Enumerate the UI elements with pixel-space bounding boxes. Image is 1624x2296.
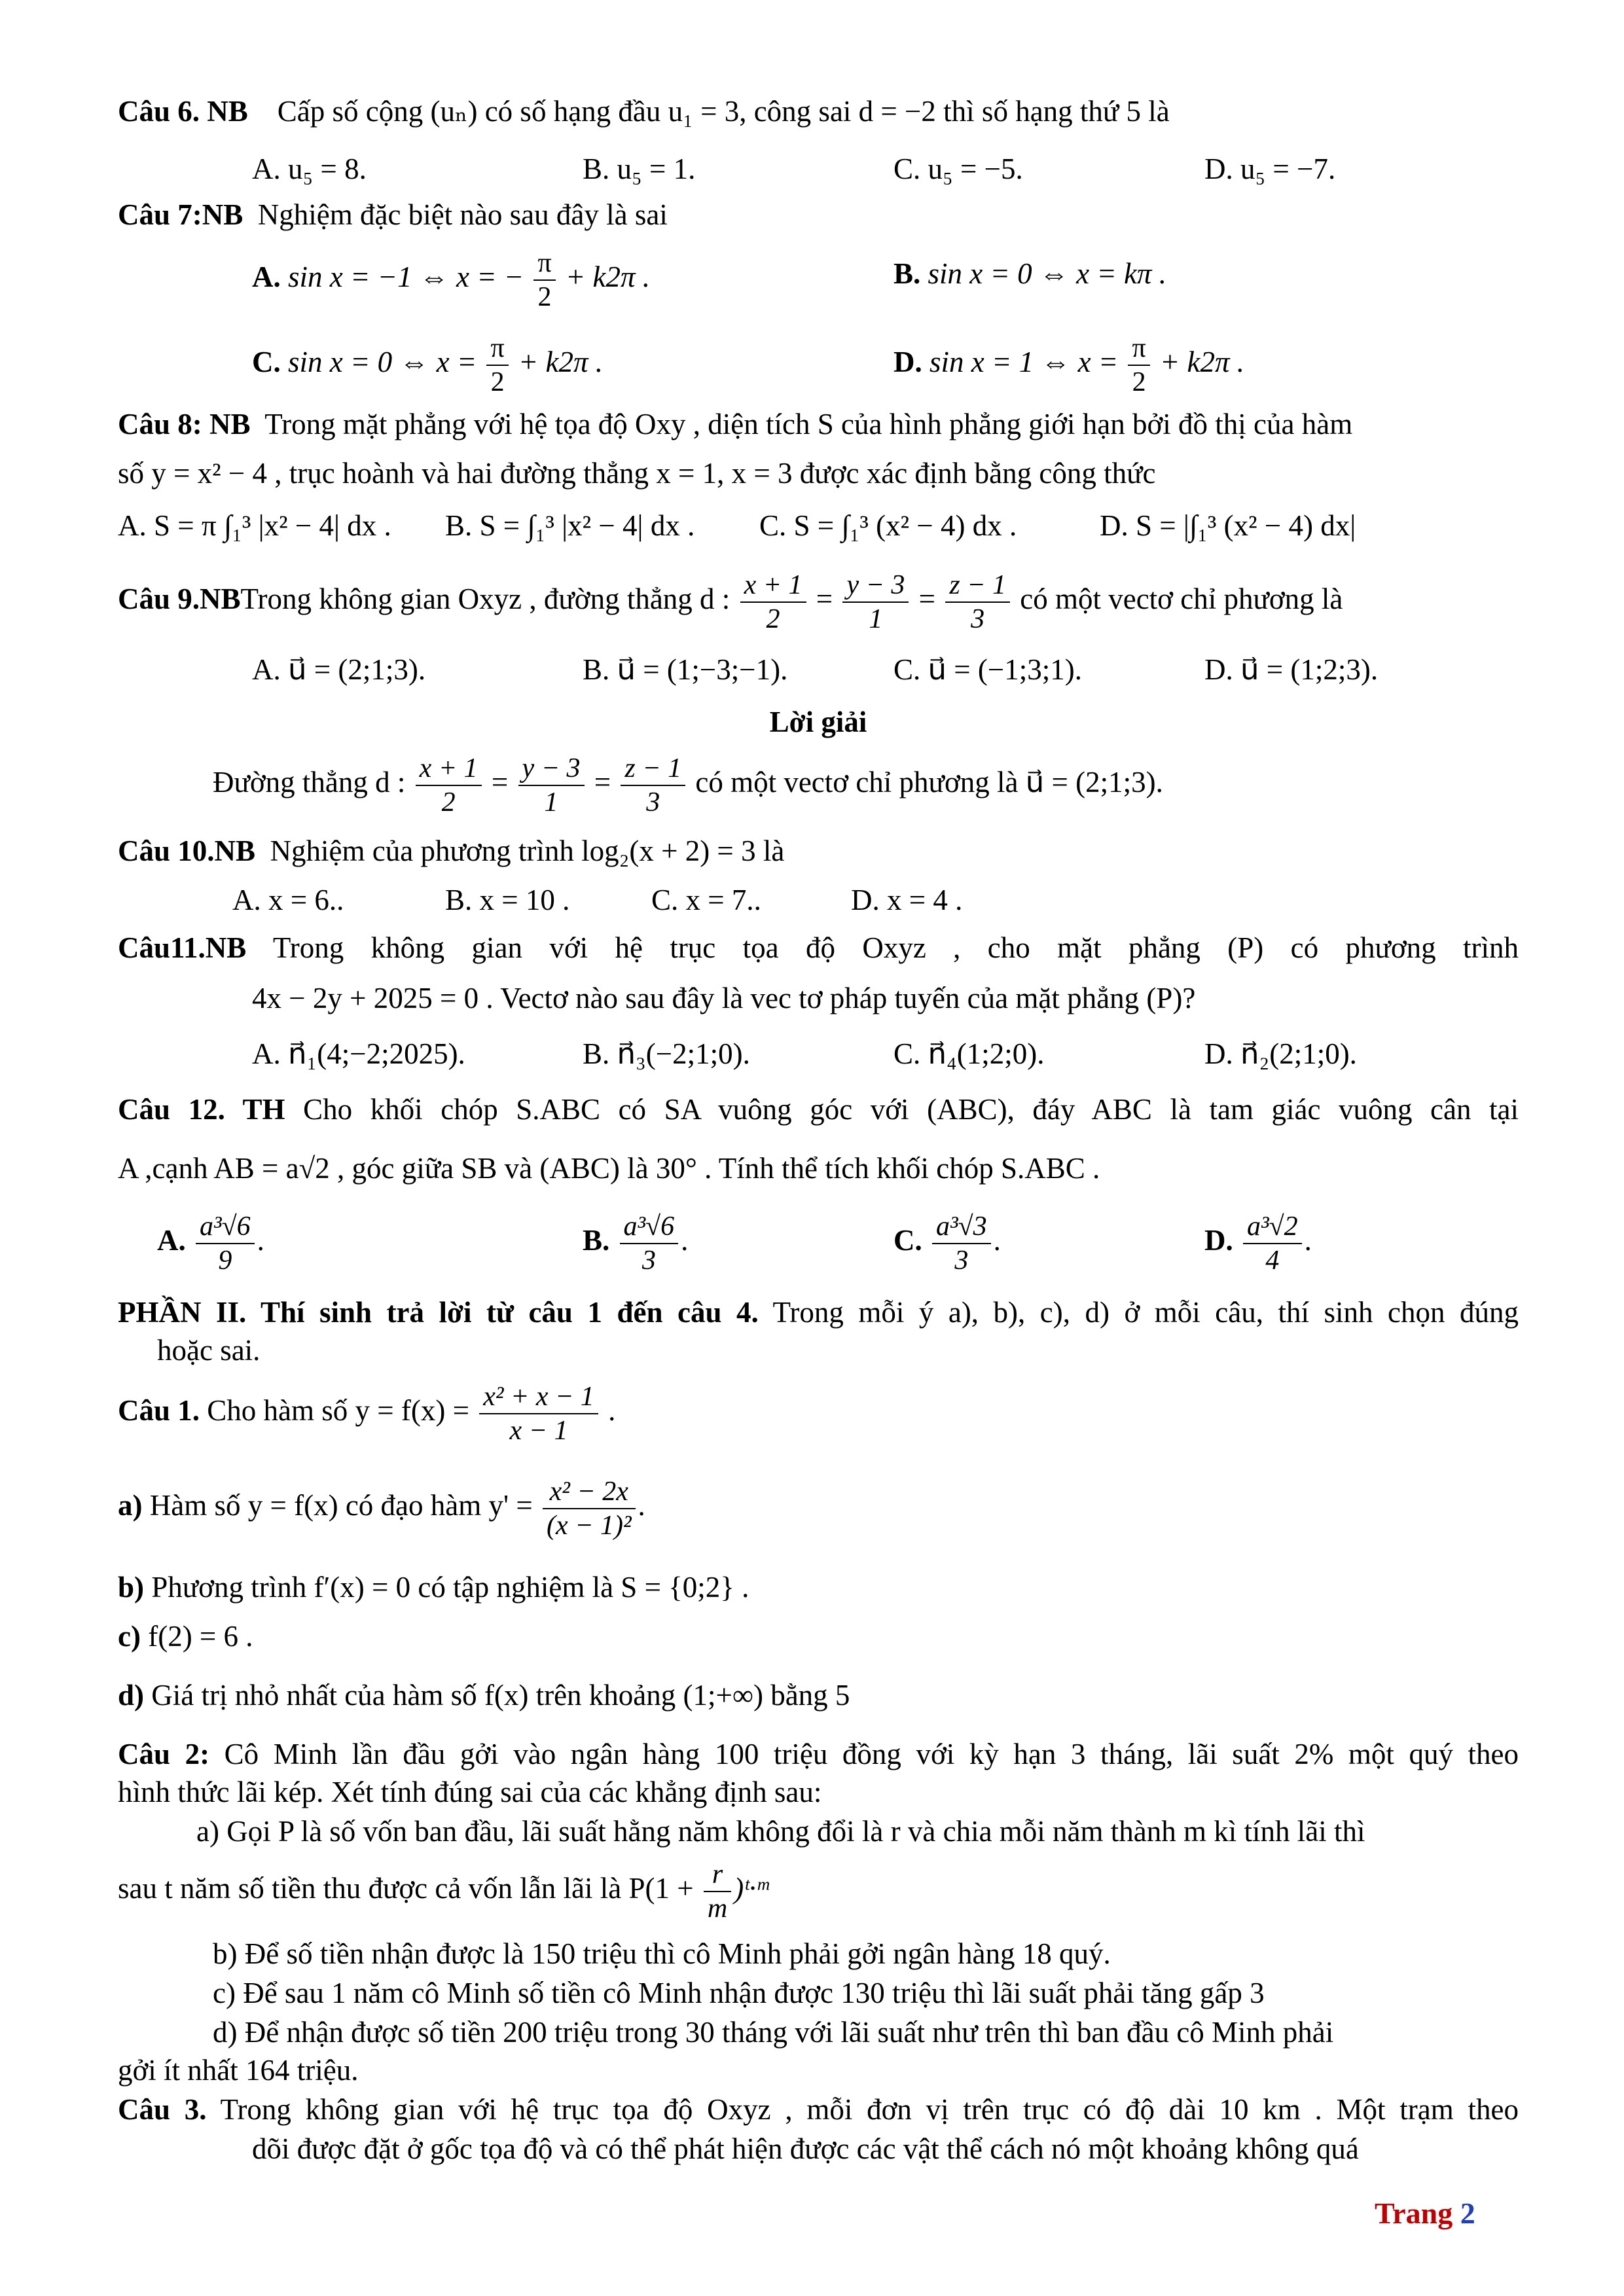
q7-stem [118, 195, 1519, 234]
p2q3-line2: dõi được đặt ở gốc tọa độ và có thể phát hiện được các vật thể cách nó một khoảng không quá [252, 2132, 1359, 2165]
q7-option-a-den: 2 [533, 279, 555, 314]
q11-option-b[interactable]: B. n⃗₃(−2;1;0). [583, 1037, 750, 1070]
q12-option-a-den: 9 [196, 1243, 255, 1277]
p2q1-item-c-label: c) [118, 1620, 141, 1653]
q7-option-d-text: sin x = 1 ⇔ x = [929, 346, 1119, 378]
q12-option-d-label: D. [1204, 1224, 1233, 1257]
q12-label: Câu 12. TH [118, 1093, 285, 1126]
q12-option-c-den: 3 [932, 1243, 991, 1277]
p2q2-item-c[interactable]: c) Để sau 1 năm cô Minh số tiền cô Minh nhận được 130 triệu thì lãi suất phải tăng gấp 3 [213, 1977, 1265, 2009]
q12-option-c-num: a³√3 [936, 1211, 987, 1242]
p2q2-item-d-line1[interactable]: d) Để nhận được số tiền 200 triệu trong 30 tháng với lãi suất như trên thì ban đầu cô Minh phải [213, 2016, 1334, 2049]
p2q1-item-a-text: Hàm số y = f(x) có đạo hàm y' = [149, 1489, 533, 1522]
p2q1-item-a[interactable]: a) Hàm số y = f(x) có đạo hàm y' = $\frac{\text{x² − 2x}}{\text{(x − 1)²}}$ . [118, 1476, 645, 1541]
q9-fraction-x-num: x + 1 [744, 569, 803, 600]
part2-bold: PHẦN II. Thí sinh trả lời từ câu 1 đến câu 4. [118, 1296, 759, 1329]
q12-stem-line1 [118, 1090, 1519, 1129]
q12-option-b-num: a³√6 [623, 1211, 675, 1242]
q12-option-a-label: A. [157, 1224, 186, 1257]
p2q2-item-d-line2: gởi ít nhất 164 triệu. [118, 2054, 359, 2087]
q10-option-a[interactable]: A. x = 6.. [232, 884, 344, 916]
q6-label: Câu 6. NB [118, 95, 248, 128]
q11-option-c[interactable]: C. n⃗₄(1;2;0). [893, 1037, 1045, 1070]
p2q1-item-d-text: Giá trị nhỏ nhất của hàm số f(x) trên khoảng (1;+∞) bằng 5 [151, 1679, 850, 1712]
p2q1-item-c-text: f(2) = 6 . [148, 1620, 253, 1653]
q12-line2: A ,cạnh AB = a√2 , góc giữa SB và (ABC) là 30° . Tính thể tích khối chóp S.ABC . [118, 1152, 1100, 1185]
q7-option-a-tail: + k2π . [565, 260, 651, 293]
q12-option-d-den: 4 [1243, 1243, 1302, 1277]
p2q2-item-b[interactable]: b) Để số tiền nhận được là 150 triệu thì cô Minh phải gởi ngân hàng 18 quý. [213, 1937, 1111, 1970]
q9-solution-fraction-z [621, 752, 685, 819]
q7-option-b-label: B. [893, 257, 921, 290]
p2q3-label: Câu 3. [118, 2093, 207, 2126]
q7-option-d-den: 2 [1128, 365, 1149, 399]
q9-option-d[interactable]: D. u⃗ = (1;2;3). [1204, 653, 1379, 686]
q7-option-a-label: A. [252, 260, 281, 293]
q12-option-d[interactable]: D. $\frac{\text{a³√2}}{4}$ . [1204, 1211, 1312, 1276]
part2-heading [118, 1293, 1519, 1332]
q7-label: Câu 7:NB [118, 198, 244, 231]
q6-option-c[interactable]: C. u₅ = −5. [893, 152, 1023, 185]
p2q2-line1: Cô Minh lần đầu gởi vào ngân hàng 100 triệu đồng với kỳ hạn 3 tháng, lãi suất 2% một quý theo [224, 1738, 1519, 1770]
p2q1-label: Câu 1. [118, 1394, 200, 1427]
q9-solution-fraction-x [416, 752, 482, 819]
p2q1-stem: Câu 1. Cho hàm số y = f(x) = $\frac{\text{x² + x − 1}}{x - 1}$ . [118, 1381, 616, 1446]
q12-option-a-fraction [196, 1210, 255, 1277]
q12-option-a-num: a³√6 [200, 1211, 251, 1242]
q7-text: Nghiệm đặc biệt nào sau đây là sai [257, 198, 668, 231]
q10-option-d[interactable]: D. x = 4 . [851, 884, 963, 916]
q8-option-c[interactable]: C. S = ∫₁³ (x² − 4) dx . [759, 509, 1017, 542]
q7-option-d-label: D. [893, 346, 922, 378]
part2-line2: hoặc sai. [157, 1334, 261, 1367]
q8-option-b[interactable]: B. S = ∫₁³ |x² − 4| dx . [445, 509, 695, 542]
q9-solution-fraction-z-den: 3 [621, 785, 685, 819]
q7-option-d[interactable] [893, 326, 1244, 399]
p2q3-line1: Trong không gian với hệ trục tọa độ Oxyz , mỗi đơn vị trên trục có độ dài 10 km . Một trạm theo [220, 2093, 1519, 2126]
q12-option-c[interactable]: C. $\frac{\text{a³√3}}{3}$ . [893, 1211, 1001, 1276]
q7-option-a-text: sin x = −1 ⇔ x = − [288, 260, 524, 293]
q10-stem [118, 831, 1519, 870]
p2q2-item-a-num: r [712, 1859, 723, 1890]
p2q2-item-a-formula-pre: sau t năm số tiền thu được cả vốn lẫn lãi là P(1 + [118, 1872, 694, 1905]
p2q2-item-a-formula-post: )ᵗ·ᵐ [734, 1872, 768, 1905]
q9-text-post: có một vectơ chỉ phương là [1020, 583, 1343, 615]
q7-option-d-num: π [1132, 332, 1146, 363]
q9-option-c[interactable]: C. u⃗ = (−1;3;1). [893, 653, 1083, 686]
q8-stem-line1 [118, 404, 1519, 444]
q11-label: Câu11.NB [118, 931, 247, 964]
q7-option-a-num: π [537, 247, 552, 278]
q9-solution-fraction-z-num: z − 1 [624, 753, 682, 783]
q11-line2: 4x − 2y + 2025 = 0 . Vectơ nào sau đây là vec tơ pháp tuyến của mặt phẳng (P)? [252, 982, 1196, 1014]
q9-fraction-z-den: 3 [945, 601, 1010, 636]
q8-line2: số y = x² − 4 , trục hoành và hai đường thẳng x = 1, x = 3 được xác định bằng công thức [118, 457, 1156, 490]
q9-solution: Đường thẳng d : $\frac{x + 1}{2}$ = $\frac{y - 3}{1}$ = $\frac{z - 1}{3}$ có một vectơ chỉ phương là u⃗ = (2;1;3). [213, 753, 1163, 817]
p2q1-item-a-label: a) [118, 1489, 143, 1522]
q9-fraction-z [945, 569, 1010, 636]
p2q2-item-a-line2 [118, 1852, 768, 1925]
q9-fraction-x-den: 2 [740, 601, 806, 636]
q8-option-d[interactable]: D. S = |∫₁³ (x² − 4) dx| [1100, 509, 1356, 542]
q9-option-b[interactable]: B. u⃗ = (1;−3;−1). [583, 653, 788, 686]
q6-option-a[interactable]: A. u₅ = 8. [252, 152, 367, 185]
p2q1-fraction-den: x − 1 [479, 1413, 598, 1447]
q9-solution-fraction-y-num: y − 3 [522, 753, 581, 783]
q9-text-pre: Trong không gian Oxyz , đường thẳng d : [240, 583, 731, 615]
q9-fraction-y-den: 1 [842, 601, 909, 636]
q9-solution-fraction-y-den: 1 [518, 785, 585, 819]
q7-option-a-fraction [533, 247, 555, 314]
p2q2-label: Câu 2: [118, 1738, 210, 1770]
q9-fraction-y-num: y − 3 [846, 569, 905, 600]
q9-solution-fraction-x-den: 2 [416, 785, 482, 819]
q9-stem: Câu 9.NBTrong không gian Oxyz , đường thẳng d : $\frac{x + 1}{2}$ = $\frac{y - 3}{1}$ = $\frac{z - 1}{3}$ có một vectơ chỉ phương là [118, 569, 1343, 634]
p2q1-item-b-text: Phương trình f′(x) = 0 có tập nghiệm là S = {0;2} . [151, 1571, 749, 1604]
p2q2-line2: hình thức lãi kép. Xét tính đúng sai của các khẳng định sau: [118, 1776, 822, 1808]
p2q2-stem-line1 [118, 1734, 1519, 1774]
q7-option-c-label: C. [252, 346, 281, 378]
q6-option-d[interactable]: D. u₅ = −7. [1204, 152, 1336, 185]
q9-solution-pre: Đường thẳng d : [213, 766, 406, 798]
q6-stem [118, 92, 1519, 131]
q7-option-c-den: 2 [486, 365, 508, 399]
part2-rest: Trong mỗi ý a), b), c), d) ở mỗi câu, thí sinh chọn đúng [772, 1296, 1519, 1329]
q7-option-d-tail: + k2π . [1159, 346, 1245, 378]
q7-option-c[interactable] [252, 326, 603, 399]
p2q3-stem-line1 [118, 2090, 1519, 2129]
q6-option-b[interactable]: B. u₅ = 1. [583, 152, 696, 185]
q11-option-a[interactable]: A. n⃗₁(4;−2;2025). [252, 1037, 465, 1070]
p2q1-item-b[interactable] [118, 1568, 1519, 1607]
q9-option-a[interactable]: A. u⃗ = (2;1;3). [252, 653, 426, 686]
q9-solution-title: Lời giải [769, 706, 867, 738]
p2q1-fraction [479, 1380, 598, 1447]
q10-option-c[interactable]: C. x = 7.. [651, 884, 761, 916]
q10-label: Câu 10.NB [118, 834, 256, 867]
q9-fraction-z-num: z − 1 [949, 569, 1006, 600]
q7-option-c-tail: + k2π . [518, 346, 604, 378]
footer-label: Trang [1375, 2197, 1453, 2230]
q7-option-b[interactable] [893, 254, 1166, 293]
q8-label: Câu 8: NB [118, 408, 251, 440]
p2q1-item-d-label: d) [118, 1679, 145, 1712]
p2q1-item-a-fraction [543, 1475, 636, 1542]
q11-stem-line1 [118, 928, 1519, 967]
q10-text: Nghiệm của phương trình log₂(x + 2) = 3 là [270, 834, 785, 867]
q12-option-b[interactable]: B. $\frac{\text{a³√6}}{3}$ . [583, 1211, 689, 1276]
q12-option-d-fraction [1243, 1210, 1302, 1277]
q12-option-b-den: 3 [620, 1243, 679, 1277]
p2q1-item-a-num: x² − 2x [549, 1476, 628, 1507]
q12-option-c-fraction [932, 1210, 991, 1277]
q9-label: Câu 9.NB [118, 583, 241, 615]
q9-fraction-x [740, 569, 806, 636]
p2q1-fraction-num: x² + x − 1 [483, 1381, 594, 1412]
q6-text: Cấp số cộng (uₙ) có số hạng đầu u₁ = 3, công sai d = −2 thì số hạng thứ 5 là [277, 95, 1170, 128]
q12-option-b-fraction [620, 1210, 679, 1277]
p2q1-item-d[interactable] [118, 1676, 1519, 1715]
q7-option-c-fraction [486, 332, 508, 399]
p2q1-item-b-label: b) [118, 1571, 145, 1604]
q8-option-a[interactable]: A. S = π ∫₁³ |x² − 4| dx . [118, 509, 391, 542]
q9-solution-fraction-y [518, 752, 585, 819]
q12-option-d-num: a³√2 [1247, 1211, 1298, 1242]
q11-option-d[interactable]: D. n⃗₂(2;1;0). [1204, 1037, 1357, 1070]
page-footer [1375, 2196, 1475, 2231]
q12-option-a[interactable]: A. $\frac{\text{a³√6}}{9}$ . [157, 1211, 264, 1276]
p2q1-item-c[interactable] [118, 1617, 1519, 1656]
q11-line1: Trong không gian với hệ trục tọa độ Oxyz , cho mặt phẳng (P) có phương trình [272, 931, 1519, 964]
q9-solution-post: có một vectơ chỉ phương là u⃗ = (2;1;3). [695, 766, 1163, 798]
p2q2-item-a-fraction [704, 1858, 731, 1925]
q12-option-b-label: B. [583, 1224, 610, 1257]
q8-line1: Trong mặt phẳng với hệ tọa độ Oxy , diện tích S của hình phẳng giới hạn bởi đồ thị của hàm [264, 408, 1353, 440]
q12-option-c-label: C. [893, 1224, 922, 1257]
q9-solution-fraction-x-num: x + 1 [419, 753, 478, 783]
q7-option-c-num: π [490, 332, 505, 363]
q12-line1: Cho khối chóp S.ABC có SA vuông góc với (ABC), đáy ABC là tam giác vuông cân tại [303, 1093, 1519, 1126]
footer-page-number: 2 [1460, 2197, 1475, 2230]
p2q1-text-pre: Cho hàm số y = f(x) = [207, 1394, 469, 1427]
p2q1-item-a-den: (x − 1)² [543, 1508, 636, 1542]
p2q2-item-a-line1[interactable]: a) Gọi P là số vốn ban đầu, lãi suất hằng năm không đổi là r và chia mỗi năm thành m kì tính lãi thì [196, 1815, 1365, 1848]
q10-option-b[interactable]: B. x = 10 . [445, 884, 570, 916]
q9-fraction-y [842, 569, 909, 636]
p2q2-item-a-den: m [704, 1891, 731, 1925]
q7-option-d-fraction [1128, 332, 1149, 399]
q7-option-b-text: sin x = 0 ⇔ x = kπ . [928, 257, 1166, 290]
q7-option-c-text: sin x = 0 ⇔ x = [288, 346, 477, 378]
q7-option-a[interactable] [252, 241, 650, 314]
